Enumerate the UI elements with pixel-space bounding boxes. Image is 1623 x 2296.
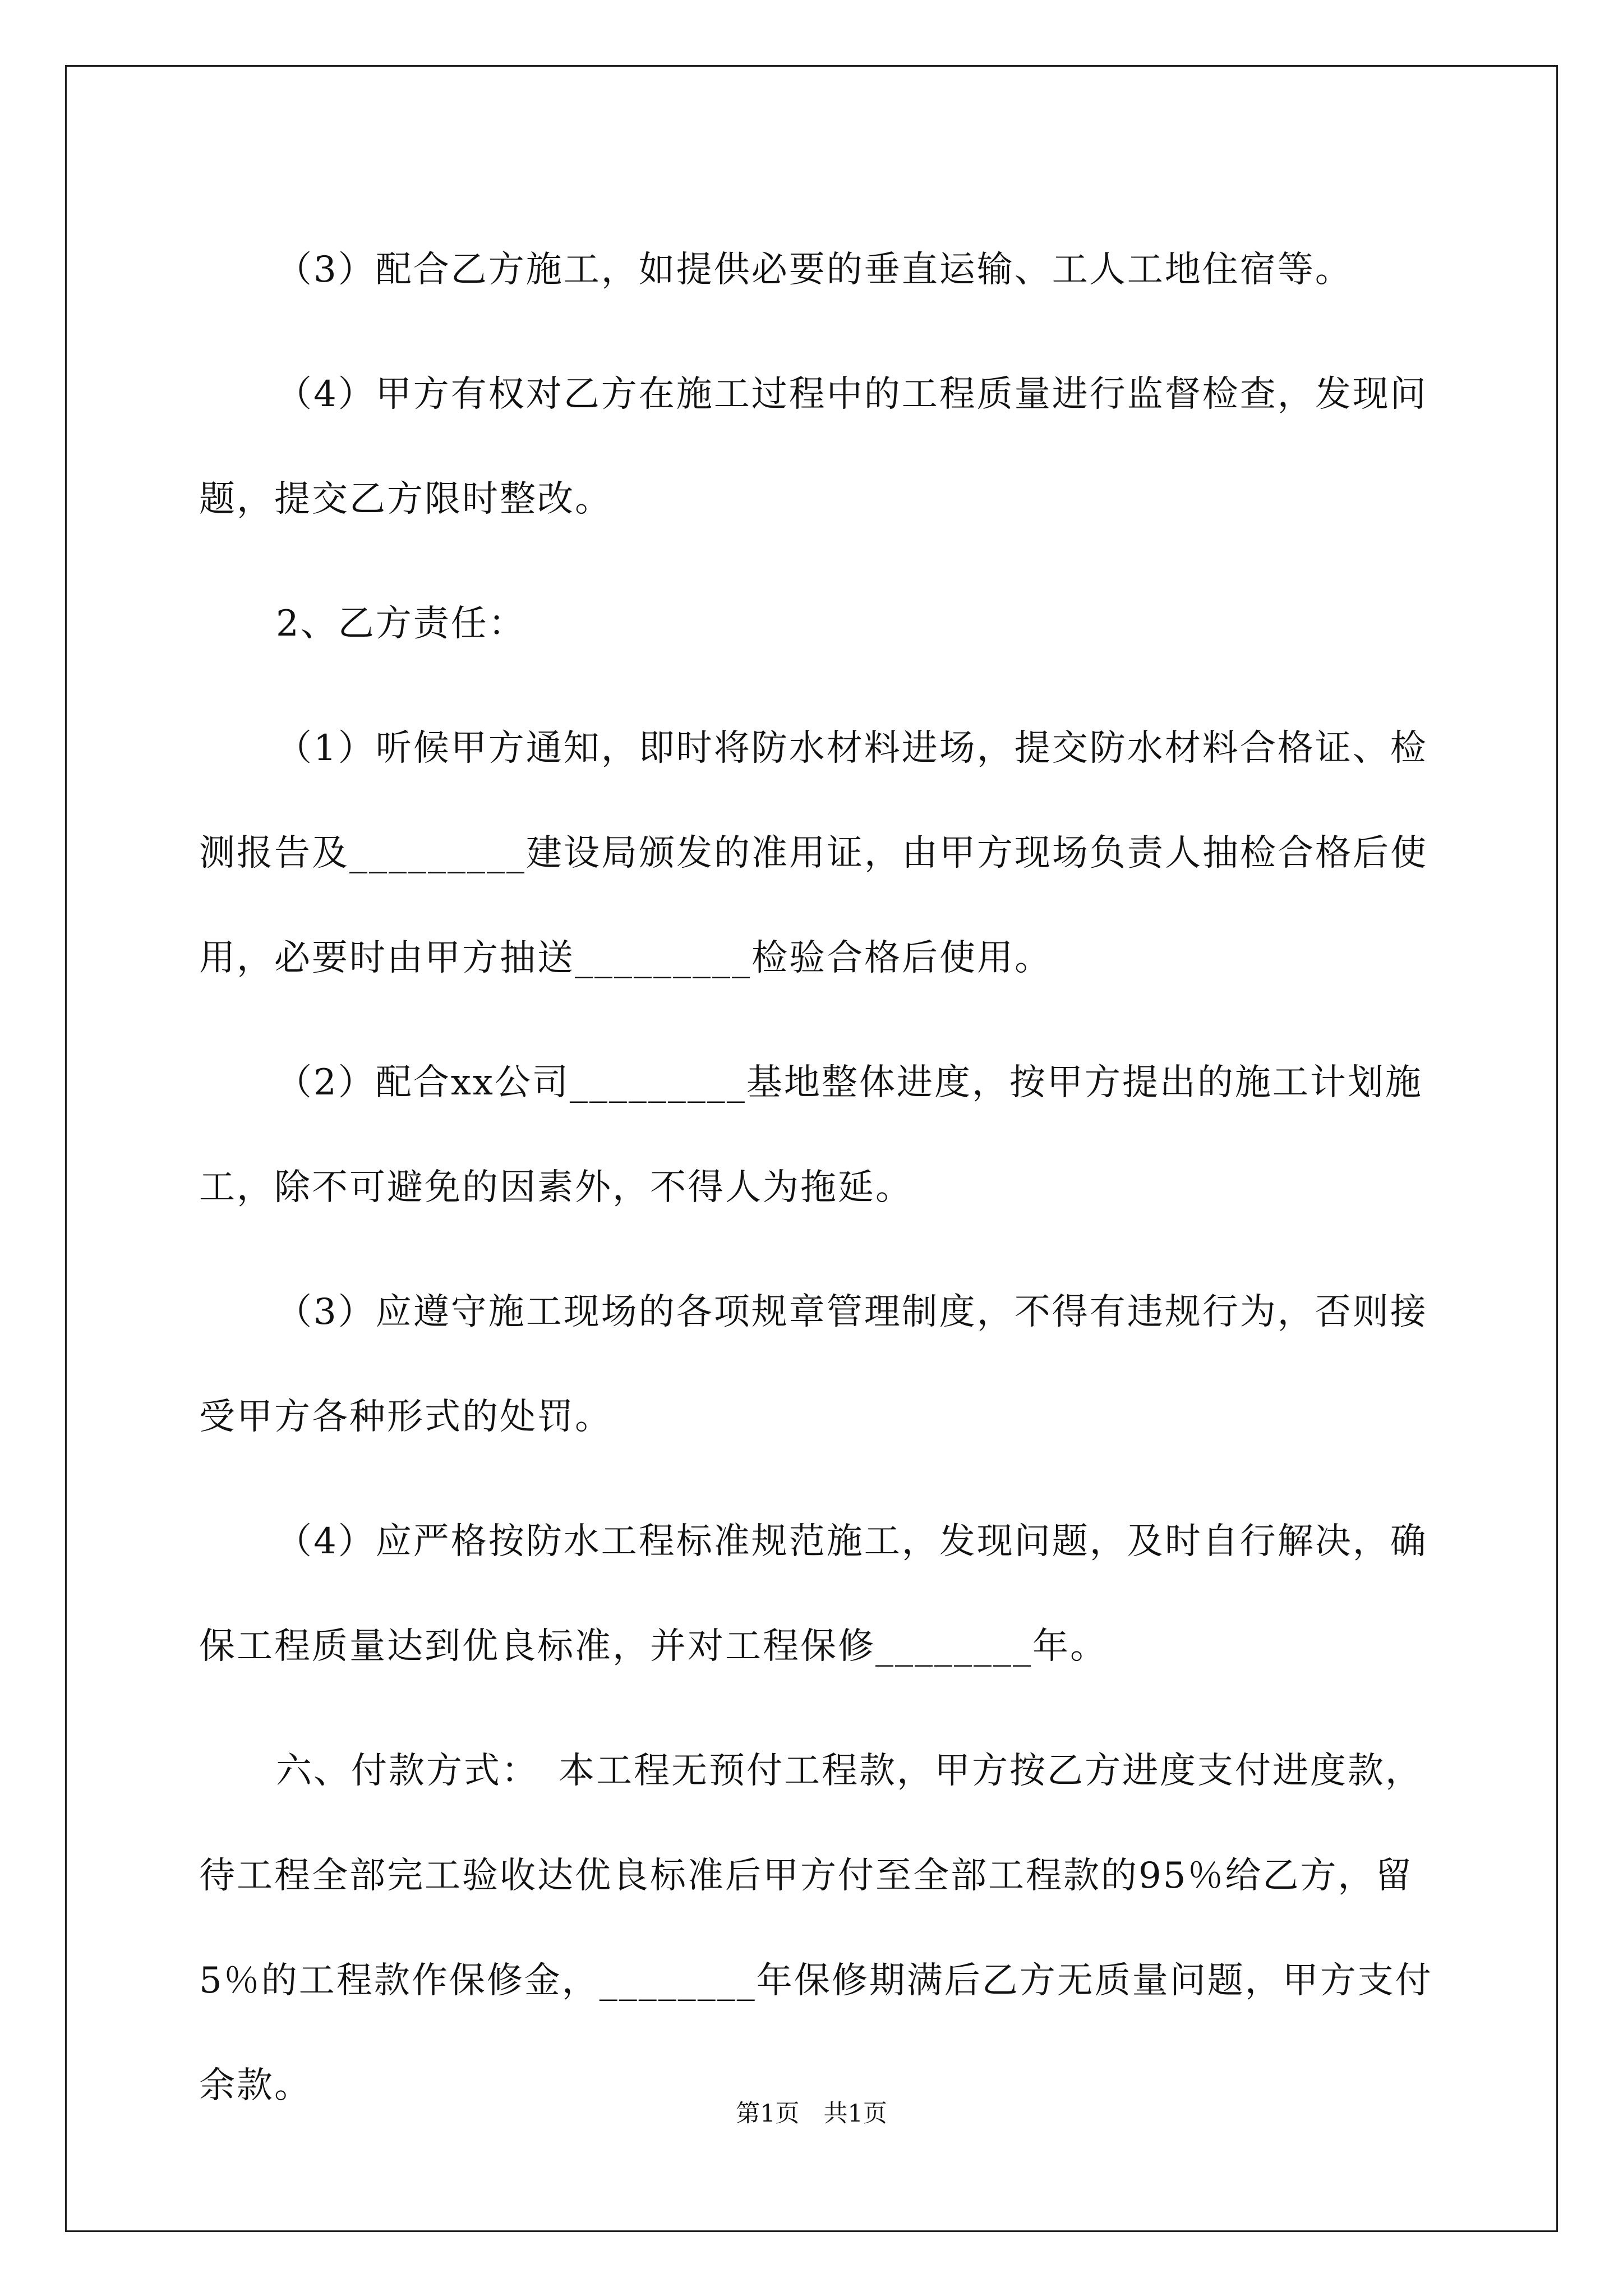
document-body [199, 218, 1436, 2158]
clause-party-a-3: （3）配合乙方施工，如提供必要的垂直运输、工人工地住宿等。 [276, 249, 1353, 291]
page-footer: 第1页 共1页 [736, 2100, 887, 2128]
clause-party-b-3: （3）应遵守施工现场的各项规章管理制度，不得有违规行为，否则接受甲方各种形式的处罚。 [199, 1291, 1428, 1438]
clause-party-a-4: （4）甲方有权对乙方在施工过程中的工程质量进行监督检查，发现问题，提交乙方限时整改。 [199, 374, 1428, 520]
clause-party-b-4: （4）应严格按防水工程标准规范施工，发现问题，及时自行解决，确保工程质量达到优良标准，并对工程保修________年。 [199, 1521, 1428, 1667]
payment-terms: 六、付款方式： 本工程无预付工程款，甲方按乙方进度支付进度款，待工程全部完工验收达优良标准后甲方付至全部工程款的95％给乙方，留5％的工程款作保修金，________年保修期满后乙方无质量问题，甲方支付余款。 [199, 1750, 1433, 2106]
clause-party-b-2: （2）配合xx公司_________基地整体进度，按甲方提出的施工计划施工，除不可避免的因素外，不得人为拖延。 [199, 1062, 1423, 1208]
section-heading-party-b: 2、乙方责任： [276, 603, 526, 645]
clause-party-b-1: （1）听候甲方通知，即时将防水材料进场，提交防水材料合格证、检测报告及_________建设局颁发的准用证，由甲方现场负责人抽检合格后使用，必要时由甲方抽送_________检验合格后使用。 [199, 728, 1428, 979]
